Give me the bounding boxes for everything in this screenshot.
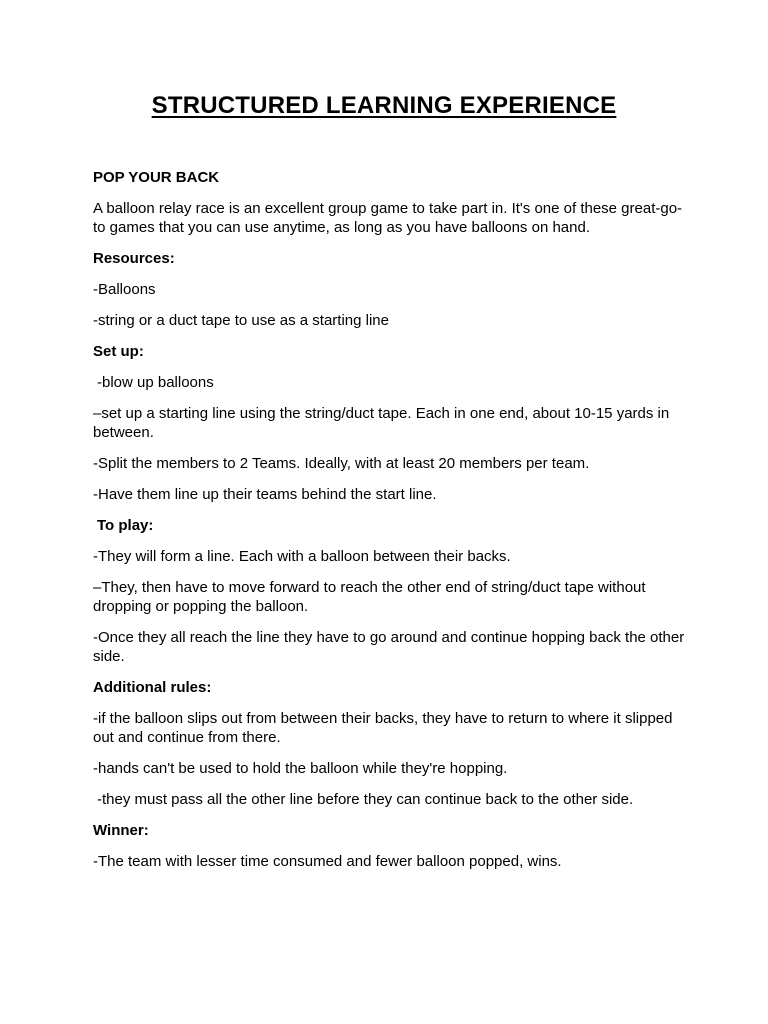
resources-item: -Balloons: [93, 281, 156, 298]
to-play-item: –They, then have to move forward to reach the other end of string/duct tape without dropping or popping the balloon.: [93, 579, 646, 615]
document-title: STRUCTURED LEARNING EXPERIENCE: [151, 92, 617, 119]
winner-item: -The team with lesser time consumed and fewer balloon popped, wins.: [93, 853, 562, 870]
document-body: [93, 168, 693, 883]
section-subtitle: POP YOUR BACK: [93, 169, 220, 186]
resources-heading: Resources:: [93, 250, 175, 267]
additional-rules-item: -hands can't be used to hold the balloon while they're hopping.: [93, 760, 508, 777]
resources-item: -string or a duct tape to use as a starting line: [93, 312, 389, 329]
setup-item: –set up a starting line using the string/duct tape. Each in one end, about 10-15 yards in between.: [93, 405, 670, 441]
setup-heading: Set up:: [93, 343, 144, 360]
additional-rules-heading: Additional rules:: [93, 679, 212, 696]
additional-rules-item: -they must pass all the other line before they can continue back to the other side.: [97, 791, 634, 808]
setup-item: -Split the members to 2 Teams. Ideally, with at least 20 members per team.: [93, 455, 590, 472]
setup-item: -blow up balloons: [97, 374, 214, 391]
to-play-item: -Once they all reach the line they have to go around and continue hopping back the other side.: [93, 629, 685, 665]
to-play-item: -They will form a line. Each with a balloon between their backs.: [93, 548, 511, 565]
winner-heading: Winner:: [93, 822, 149, 839]
intro-paragraph: A balloon relay race is an excellent group game to take part in. It's one of these great-go-to games that you can use anytime, as long as you have balloons on hand.: [93, 200, 683, 236]
setup-item: -Have them line up their teams behind the start line.: [93, 486, 437, 503]
to-play-heading: To play:: [97, 517, 154, 534]
additional-rules-item: -if the balloon slips out from between their backs, they have to return to where it slipped out and continue from there.: [93, 710, 673, 746]
